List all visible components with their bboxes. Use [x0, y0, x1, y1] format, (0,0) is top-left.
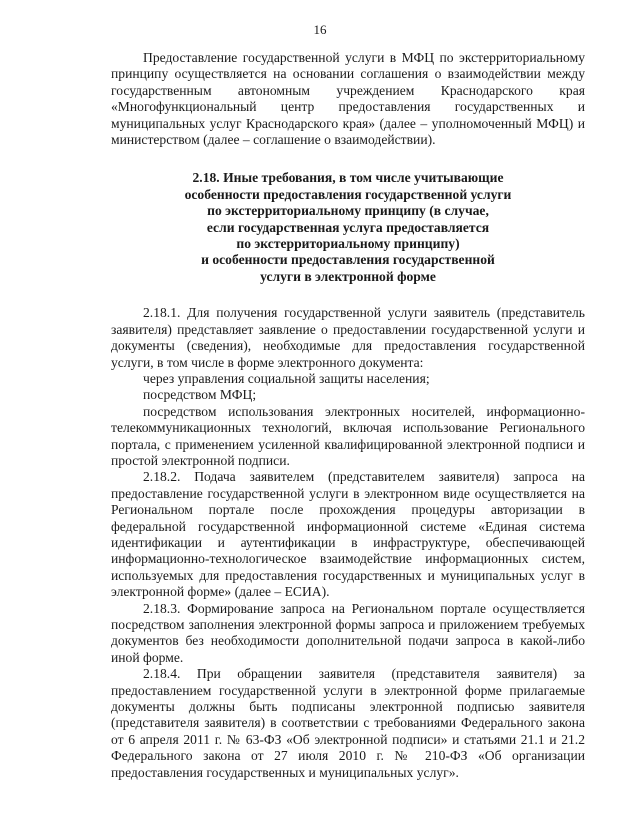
heading-line: и особенности предоставления государственной	[201, 252, 495, 268]
heading-line: по экстерриториальному принципу)	[236, 236, 460, 252]
paragraph-2-18-4: 2.18.4. При обращении заявителя (представителя заявителя) за предоставлением государственной услуги в электронной форме прилагаемые документы должны быть подписаны электронной подписью заявителя (представителя заявителя) в соответствии с требованиями Федерального закона от 6 апреля 2011 г. № 63-ФЗ «Об электронной подписи» и статьями 21.1 и 21.2 Федерального закона от 27 июля 2010 г. № 210-ФЗ «Об организации предоставления государственных и муниципальных услуг».	[111, 666, 585, 780]
list-item: посредством МФЦ;	[143, 387, 257, 403]
paragraph-2-18-1: 2.18.1. Для получения государственной услуги заявитель (представитель заявителя) представляет заявление о предоставлении государственной услуги и документы (сведения), необходимые для предоставления государственной услуги, в том числе в форме электронного документа:	[111, 305, 585, 370]
paragraph-2-18-3: 2.18.3. Формирование запроса на Региональном портале осуществляется посредством заполнения электронной формы запроса и приложением требуемых документов без необходимости дополнительной подачи запроса в какой-либо иной форме.	[111, 600, 585, 665]
intro-paragraph: Предоставление государственной услуги в МФЦ по экстерриториальному принципу осуществляется на основании соглашения о взаимодействии между государственным автономным учреждением Краснодарского края «Многофункциональный центр предоставления государственных и муниципальных услуг Краснодарского края» (далее – уполномоченный МФЦ) и министерством (далее – соглашение о взаимодействии).	[111, 50, 585, 148]
heading-line: по экстерриториальному принципу (в случае,	[207, 203, 489, 219]
list-item: посредством использования электронных носителей, информационно-телекоммуникационных технологий, включая использование Регионального портала, с применением усиленной квалифицированной электронной подписи и простой электронной подписи.	[111, 403, 585, 468]
heading-line: услуги в электронной форме	[260, 268, 436, 284]
paragraph-2-18-2: 2.18.2. Подача заявителем (представителем заявителя) запроса на предоставление государственной услуги в электронном виде осуществляется на Региональном портале после прохождения процедуры авторизации в федеральной государственной информационной системе «Единая система идентификации и аутентификации в инфраструктуре, обеспечивающей информационно-технологическое взаимодействие информационных систем, используемых для предоставления государственных и муниципальных услуг в электронной форме» (далее – ЕСИА).	[111, 469, 585, 600]
heading-line: 2.18. Иные требования, в том числе учитывающие	[192, 170, 504, 186]
section-heading	[111, 170, 585, 285]
heading-line: если государственная услуга предоставляется	[206, 219, 490, 235]
heading-line: особенности предоставления государственной услуги	[184, 186, 512, 202]
list-item: через управления социальной защиты населения;	[143, 370, 430, 386]
document-body	[111, 50, 585, 781]
page-number: 16	[313, 22, 327, 37]
